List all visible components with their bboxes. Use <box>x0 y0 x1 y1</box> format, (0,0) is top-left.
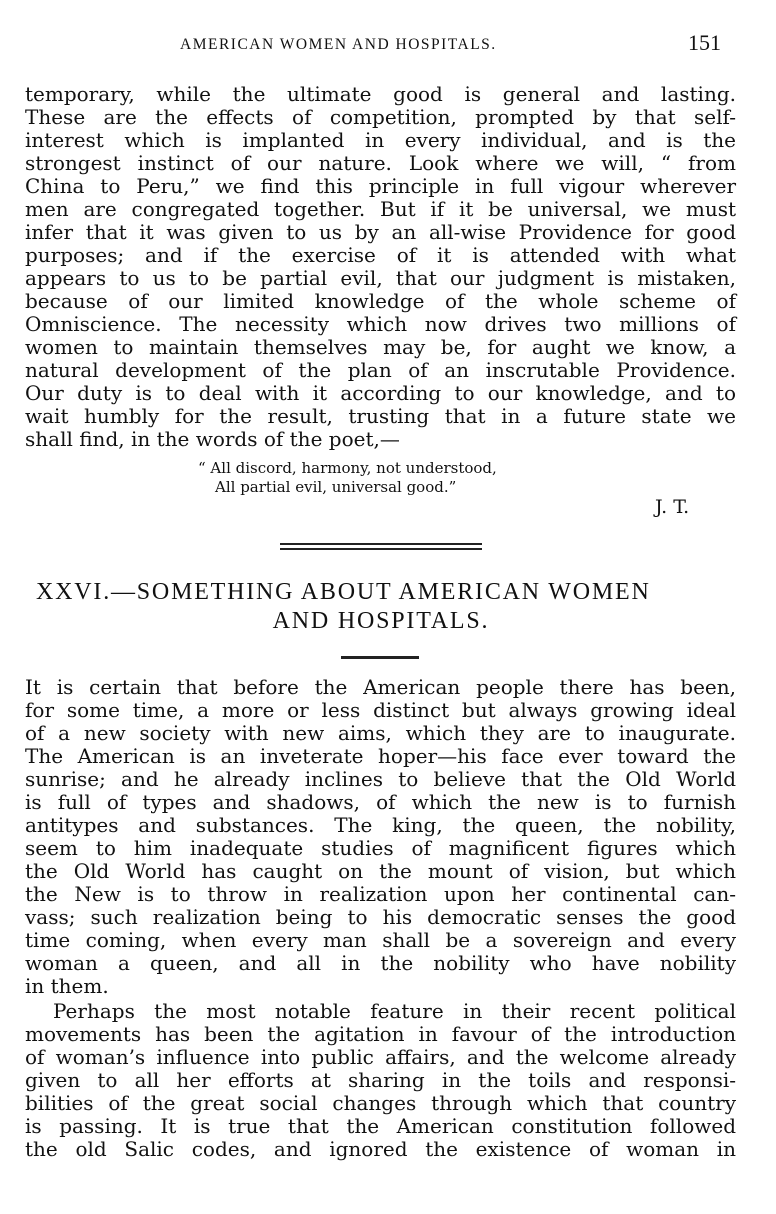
text-line: seem to him inadequate studies of magnificent figures which <box>25 836 736 860</box>
text-line: sunrise; and he already inclines to believe that the Old World <box>25 767 736 791</box>
continued-paragraph <box>25 83 736 451</box>
article-paragraph <box>25 676 736 998</box>
quote-line: “ All discord, harmony, not understood, <box>198 459 497 477</box>
text-line: movements has been the agitation in favour of the introduction <box>25 1022 736 1046</box>
page-number: 151 <box>688 30 721 55</box>
text-line: The American is an inveterate hoper—his face ever toward the <box>25 744 736 768</box>
text-line: bilities of the great social changes through which that country <box>25 1091 736 1115</box>
text-line: the old Salic codes, and ignored the existence of woman in <box>25 1137 736 1161</box>
heading-rule <box>341 656 419 659</box>
quote-line: All partial evil, universal good.” <box>215 478 457 496</box>
text-line: because of our limited knowledge of the whole scheme of <box>25 289 736 313</box>
text-line: appears to us to be partial evil, that our judgment is mistaken, <box>25 266 736 290</box>
text-line: infer that it was given to us by an all-wise Providence for good <box>25 220 736 244</box>
author-initials: J. T. <box>655 496 690 518</box>
text-line: of woman’s influence into public affairs, and the welcome already <box>25 1045 736 1069</box>
divider-line <box>280 548 482 550</box>
text-line: temporary, while the ultimate good is general and lasting. <box>25 82 736 106</box>
text-line: in them. <box>25 974 109 998</box>
text-line: time coming, when every man shall be a sovereign and every <box>25 928 736 952</box>
article-paragraph <box>25 1000 736 1161</box>
text-line: the New is to throw in realization upon her continental can- <box>25 882 736 906</box>
text-line: antitypes and substances. The king, the queen, the nobility, <box>25 813 736 837</box>
text-line: It is certain that before the American people there has been, <box>25 675 736 699</box>
text-line: Omniscience. The necessity which now drives two millions of <box>25 312 736 336</box>
poem-quotation <box>198 459 497 497</box>
text-line: natural development of the plan of an inscrutable Providence. <box>25 358 736 382</box>
text-line: for some time, a more or less distinct but always growing ideal <box>25 698 736 722</box>
article-heading <box>36 578 726 636</box>
heading-line: XXVI.—SOMETHING ABOUT AMERICAN WOMEN <box>36 579 651 605</box>
running-head: AMERICAN WOMEN AND HOSPITALS. <box>180 36 497 53</box>
divider-line <box>280 543 482 545</box>
text-line: men are congregated together. But if it be universal, we must <box>25 197 736 221</box>
text-line: China to Peru,” we find this principle in full vigour wherever <box>25 174 736 198</box>
text-line: These are the effects of competition, prompted by that self- <box>25 105 736 129</box>
text-line: women to maintain themselves may be, for aught we know, a <box>25 335 736 359</box>
text-line: strongest instinct of our nature. Look where we will, “ from <box>25 151 736 175</box>
text-line: vass; such realization being to his democratic senses the good <box>25 905 736 929</box>
text-line: shall find, in the words of the poet,— <box>25 427 400 451</box>
text-line: Our duty is to deal with it according to our knowledge, and to <box>25 381 736 405</box>
section-divider <box>280 543 482 550</box>
text-line: interest which is implanted in every individual, and is the <box>25 128 736 152</box>
text-line: Perhaps the most notable feature in their recent political <box>53 999 736 1023</box>
text-line: is passing. It is true that the American constitution followed <box>25 1114 736 1138</box>
text-line: purposes; and if the exercise of it is attended with what <box>25 243 736 267</box>
text-line: the Old World has caught on the mount of vision, but which <box>25 859 736 883</box>
text-line: given to all her efforts at sharing in the toils and responsi- <box>25 1068 736 1092</box>
text-line: is full of types and shadows, of which the new is to furnish <box>25 790 736 814</box>
text-line: wait humbly for the result, trusting that in a future state we <box>25 404 736 428</box>
text-line: of a new society with new aims, which they are to inaugurate. <box>25 721 736 745</box>
heading-line: AND HOSPITALS. <box>272 608 490 634</box>
text-line: woman a queen, and all in the nobility who have nobility <box>25 951 736 975</box>
